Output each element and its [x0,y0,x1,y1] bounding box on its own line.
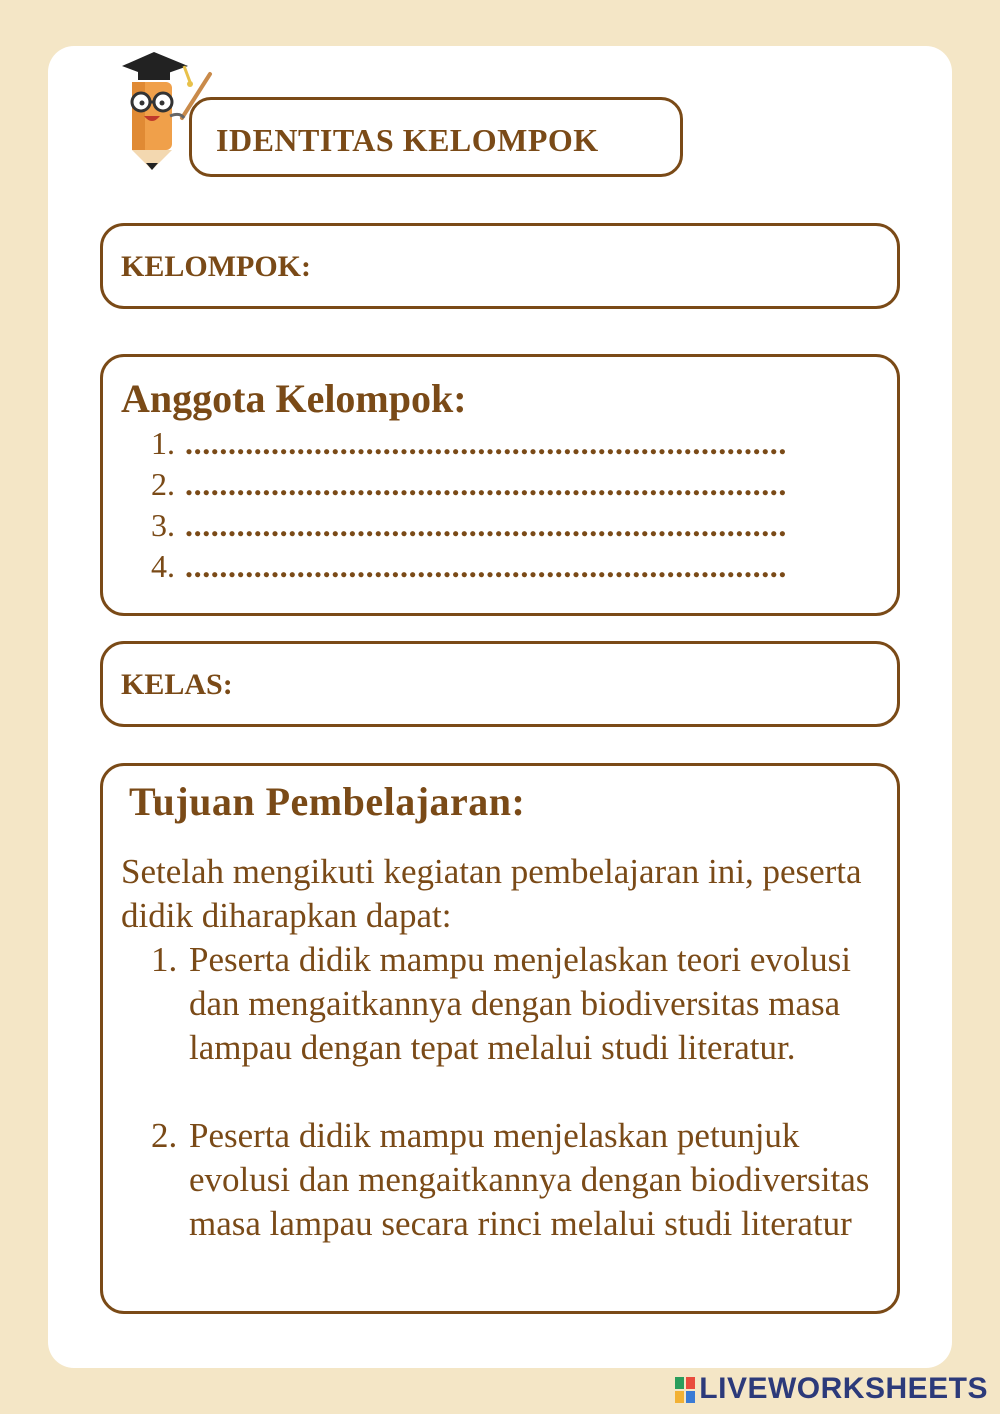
member-blank[interactable]: ...................................................................... [185,548,787,584]
kelompok-label: KELOMPOK: [121,250,311,283]
anggota-title: Anggota Kelompok: [121,376,467,421]
objective-item-2 [151,1114,881,1246]
liveworksheets-logo-icon [675,1377,695,1403]
anggota-section [100,354,900,616]
member-blank[interactable]: ...................................................................... [185,425,787,461]
member-blank[interactable]: ...................................................................... [185,466,787,502]
member-row-2[interactable] [151,466,881,503]
member-row-1[interactable] [151,425,881,462]
tujuan-title: Tujuan Pembelajaran: [129,779,526,824]
objective-text: Peserta didik mampu menjelaskan teori evolusi dan mengaitkannya dengan biodiversitas masa lampau dengan tepat melalui studi literatur. [189,940,851,1067]
brand-name: LIVEWORKSHEETS [699,1372,988,1405]
member-blank[interactable]: ...................................................................... [185,507,787,543]
objective-text: Peserta didik mampu menjelaskan petunjuk evolusi dan mengaitkannya dengan biodiversitas masa lampau secara rinci melalui studi literatur [189,1116,870,1243]
member-number: 4. [151,548,175,584]
title-box [189,97,683,177]
member-row-4[interactable] [151,548,881,585]
objective-number: 2. [151,1116,178,1155]
tujuan-intro: Setelah mengikuti kegiatan pembelajaran ini, peserta didik diharapkan dapat: [121,852,862,935]
tujuan-section [100,763,900,1314]
kelas-field[interactable] [100,641,900,727]
objective-number: 1. [151,940,178,979]
member-number: 3. [151,507,175,543]
objective-item-1 [151,938,881,1070]
kelompok-field[interactable] [100,223,900,309]
member-row-3[interactable] [151,507,881,544]
kelas-label: KELAS: [121,668,233,701]
liveworksheets-brand [675,1372,988,1406]
member-number: 2. [151,466,175,502]
member-number: 1. [151,425,175,461]
page-title: IDENTITAS KELOMPOK [216,122,599,158]
